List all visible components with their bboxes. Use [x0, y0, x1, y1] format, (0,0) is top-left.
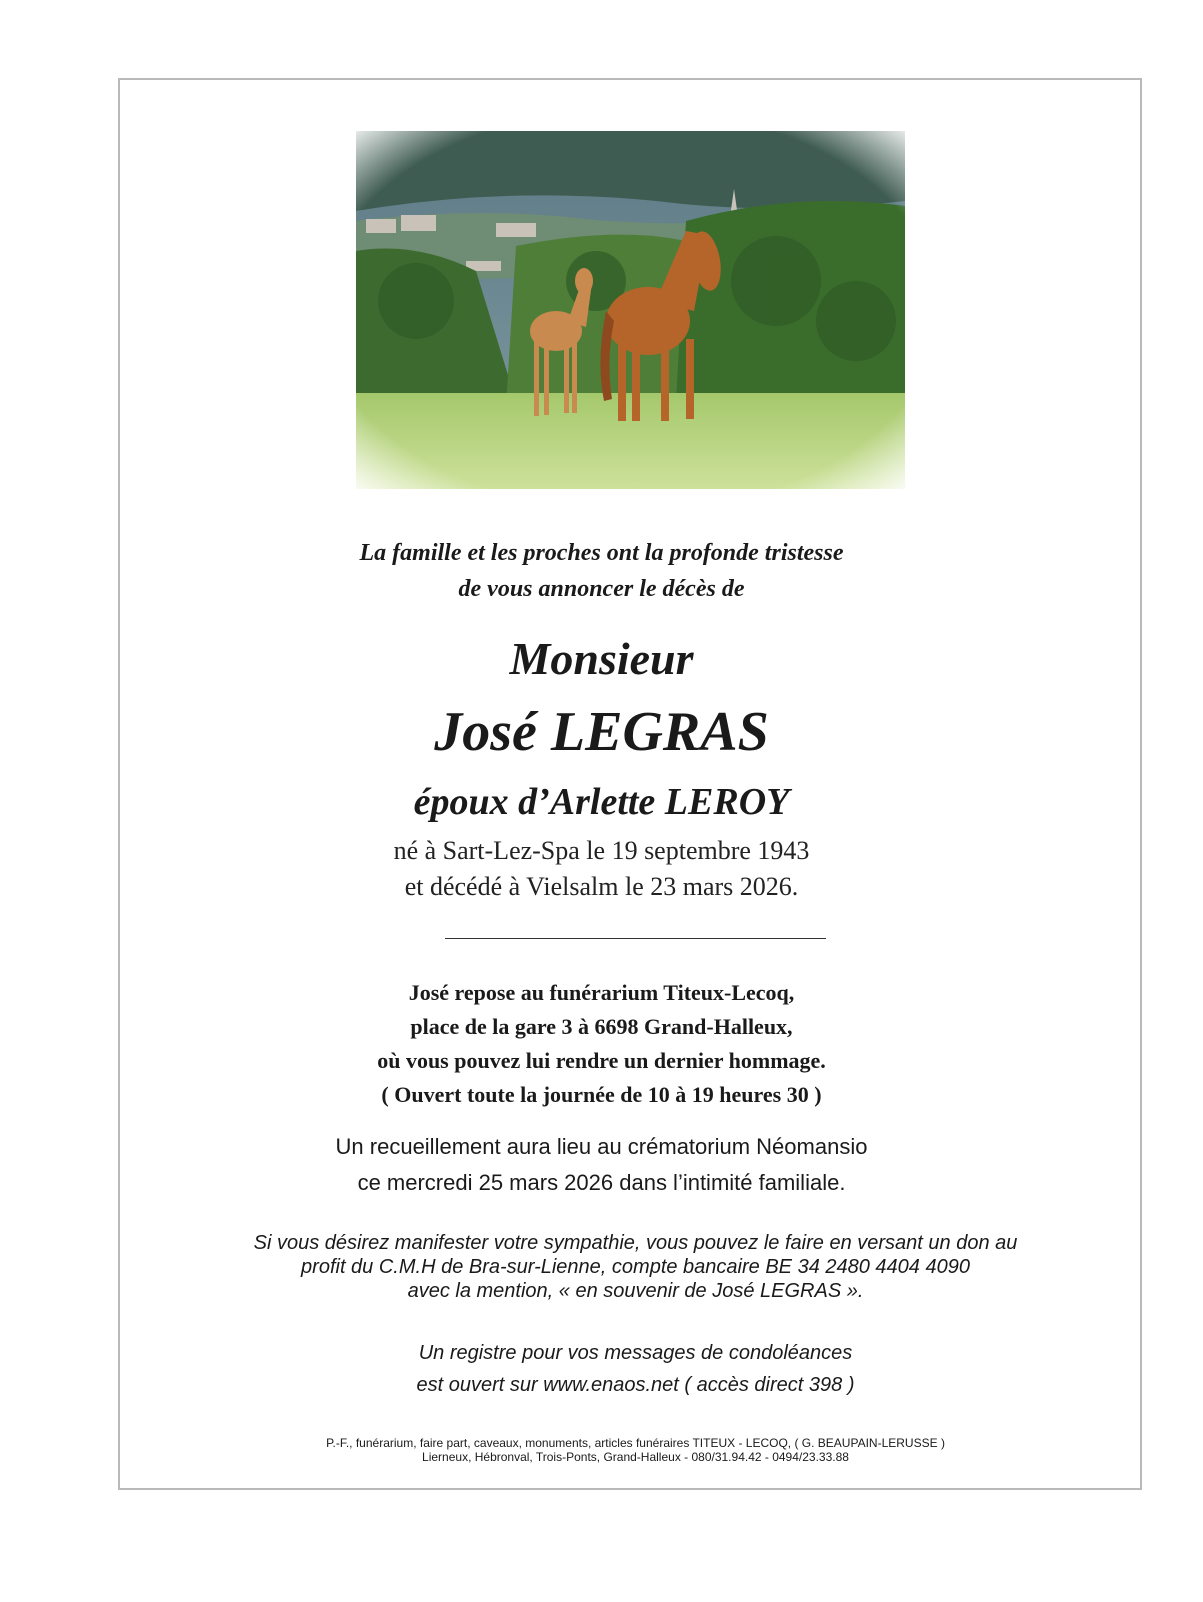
death-line: et décédé à Vielsalm le 23 mars 2026. [404, 872, 799, 901]
viewing-line-1: José repose au funérarium Titeux-Lecoq, [408, 980, 795, 1005]
ceremony-line-2: ce mercredi 25 mars 2026 dans l’intimité familiale. [357, 1170, 846, 1195]
donation-line-2: profit du C.M.H de Bra-sur-Lienne, compte bancaire BE 34 2480 4404 4090 [301, 1256, 970, 1278]
footer-line-2: Lierneux, Hébronval, Trois-Ponts, Grand-Halleux - 080/31.94.42 - 0494/23.33.88 [422, 1450, 849, 1464]
intro-line-2: de vous annoncer le décès de [458, 576, 745, 602]
honorific: Monsieur [509, 633, 694, 684]
ceremony-line-1: Un recueillement aura lieu au crématorium Néomansio [335, 1134, 868, 1159]
intro-line-1: La famille et les proches ont la profonde tristesse [359, 540, 844, 566]
viewing-line-3: où vous pouvez lui rendre un dernier hommage. [377, 1048, 826, 1073]
viewing-hours: ( Ouvert toute la journée de 10 à 19 heures 30 ) [381, 1082, 822, 1107]
condolences-line-1: Un registre pour vos messages de condoléances [418, 1342, 853, 1364]
spouse-line: époux d’Arlette LEROY [413, 781, 790, 823]
divider [445, 938, 826, 939]
condolences-line-2: est ouvert sur www.enaos.net ( accès direct 398 ) [416, 1374, 855, 1396]
deceased-name: José LEGRAS [434, 701, 769, 763]
viewing-line-2: place de la gare 3 à 6698 Grand-Halleux, [410, 1014, 793, 1039]
donation-line-3: avec la mention, « en souvenir de José LEGRAS ». [407, 1280, 864, 1302]
donation-line-1: Si vous désirez manifester votre sympathie, vous pouvez le faire en versant un don au [253, 1232, 1018, 1254]
footer-line-1: P.-F., funérarium, faire part, caveaux, monuments, articles funéraires TITEUX - LECOQ, ( G. BEAUPAIN-LERUSSE ) [326, 1436, 945, 1450]
horses-photo [356, 131, 905, 489]
birth-line: né à Sart-Lez-Spa le 19 septembre 1943 [393, 836, 810, 865]
